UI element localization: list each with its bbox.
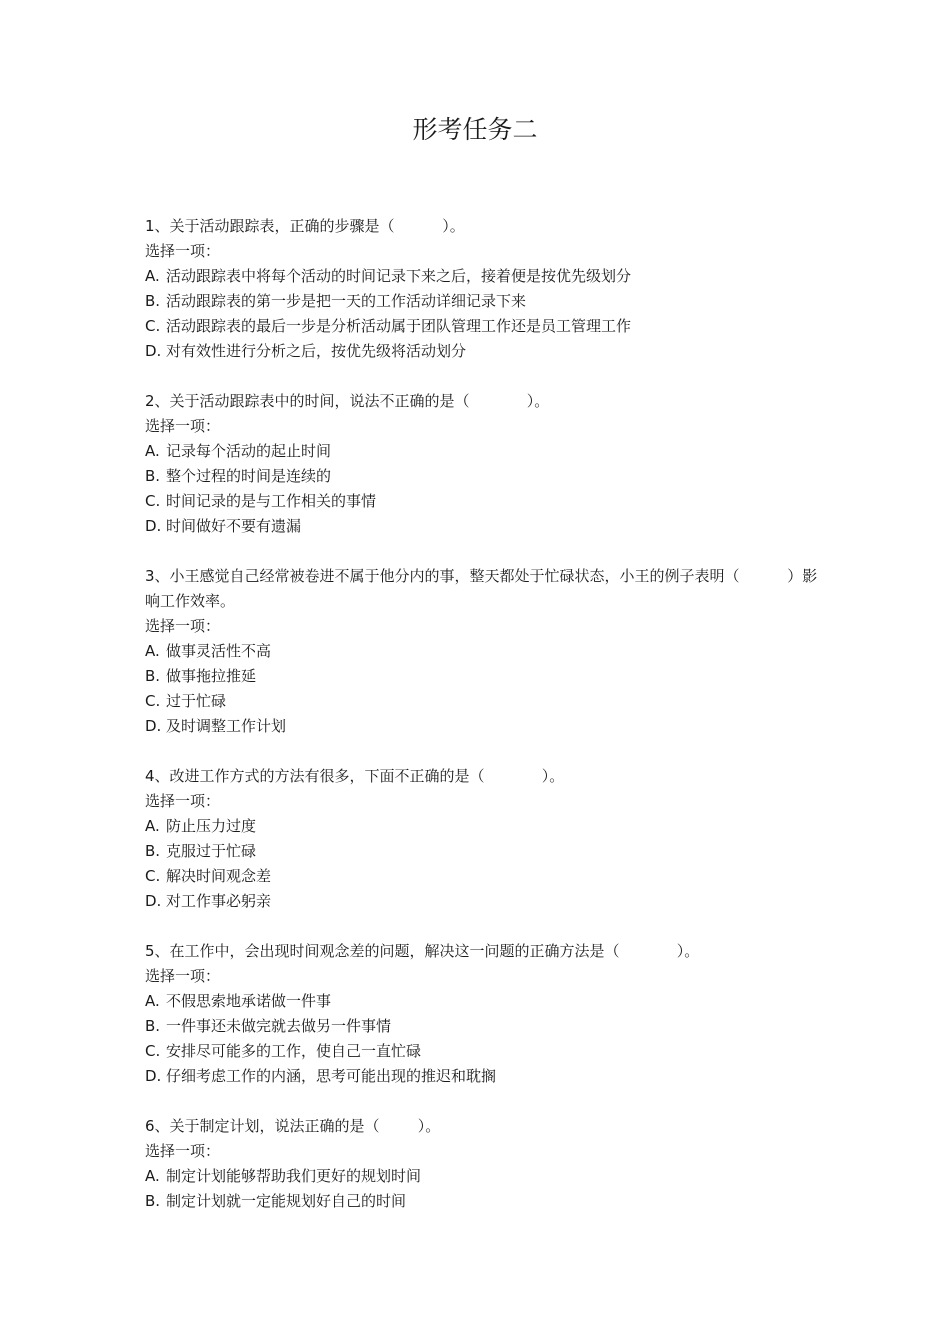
option-letter: D. [145, 717, 162, 735]
option-letter: A. [145, 642, 160, 660]
option-a [145, 989, 825, 1014]
option-text: 制定计划能够帮助我们更好的规划时间 [166, 1167, 422, 1185]
option-text: 做事灵活性不高 [166, 642, 272, 660]
option-text: 及时调整工作计划 [166, 717, 287, 735]
option-letter: B. [145, 1192, 161, 1210]
option-letter: D. [145, 892, 162, 910]
option-b [145, 1189, 825, 1214]
option-letter: A. [145, 442, 160, 460]
option-a [145, 814, 825, 839]
option-letter: A. [145, 992, 160, 1010]
page-title: 形考任务二 [412, 115, 538, 144]
option-letter: B. [145, 467, 161, 485]
option-text: 防止压力过度 [166, 817, 257, 835]
option-letter: C. [145, 1042, 161, 1060]
option-c [145, 314, 825, 339]
option-letter: C. [145, 692, 161, 710]
option-text: 克服过于忙碌 [166, 842, 257, 860]
option-d [145, 339, 825, 364]
question-stem: 1、关于活动跟踪表，正确的步骤是（ ）。 [145, 217, 465, 235]
option-text: 活动跟踪表的第一步是把一天的工作活动详细记录下来 [166, 292, 527, 310]
option-text: 记录每个活动的起止时间 [166, 442, 332, 460]
option-c [145, 489, 825, 514]
option-letter: C. [145, 492, 161, 510]
option-letter: D. [145, 517, 162, 535]
option-c [145, 1039, 825, 1064]
option-text: 一件事还未做完就去做另一件事情 [166, 1017, 392, 1035]
option-c [145, 864, 825, 889]
question-1 [145, 214, 825, 364]
option-text: 仔细考虑工作的内涵，思考可能出现的推迟和耽搁 [166, 1067, 497, 1085]
option-d [145, 1064, 825, 1089]
option-letter: A. [145, 817, 160, 835]
option-b [145, 289, 825, 314]
option-letter: A. [145, 1167, 160, 1185]
option-text: 制定计划就一定能规划好自己的时间 [166, 1192, 407, 1210]
question-5 [145, 939, 825, 1089]
option-c [145, 689, 825, 714]
option-letter: D. [145, 342, 162, 360]
option-text: 活动跟踪表中将每个活动的时间记录下来之后，接着便是按优先级划分 [166, 267, 632, 285]
option-text: 时间做好不要有遗漏 [166, 517, 302, 535]
option-text: 对工作事必躬亲 [166, 892, 272, 910]
question-stem: 5、在工作中，会出现时间观念差的问题，解决这一问题的正确方法是（ ）。 [145, 942, 700, 960]
option-text: 整个过程的时间是连续的 [166, 467, 332, 485]
question-stem: 6、关于制定计划，说法正确的是（ ）。 [145, 1117, 441, 1135]
option-d [145, 714, 825, 739]
option-text: 做事拖拉推延 [166, 667, 257, 685]
question-stem: 3、小王感觉自己经常被卷进不属于他分内的事，整天都处于忙碌状态，小王的例子表明（ ）影响工作效率。 [145, 567, 818, 610]
option-text: 不假思索地承诺做一件事 [166, 992, 332, 1010]
option-text: 对有效性进行分析之后，按优先级将活动划分 [166, 342, 467, 360]
option-letter: B. [145, 1017, 161, 1035]
question-6 [145, 1114, 825, 1214]
question-list [145, 214, 825, 1239]
question-4 [145, 764, 825, 914]
option-b [145, 1014, 825, 1039]
option-b [145, 839, 825, 864]
question-prompt: 选择一项： [145, 792, 221, 810]
option-d [145, 514, 825, 539]
question-prompt: 选择一项： [145, 617, 221, 635]
option-a [145, 264, 825, 289]
option-text: 解决时间观念差 [166, 867, 272, 885]
question-stem: 2、关于活动跟踪表中的时间，说法不正确的是（ ）。 [145, 392, 550, 410]
option-b [145, 464, 825, 489]
option-text: 时间记录的是与工作相关的事情 [166, 492, 377, 510]
option-a [145, 439, 825, 464]
option-letter: C. [145, 867, 161, 885]
option-text: 过于忙碌 [166, 692, 227, 710]
question-prompt: 选择一项： [145, 242, 221, 260]
option-text: 安排尽可能多的工作，使自己一直忙碌 [166, 1042, 422, 1060]
option-letter: D. [145, 1067, 162, 1085]
question-prompt: 选择一项： [145, 967, 221, 985]
question-prompt: 选择一项： [145, 417, 221, 435]
option-b [145, 664, 825, 689]
question-2 [145, 389, 825, 539]
option-letter: C. [145, 317, 161, 335]
question-3 [145, 564, 825, 739]
option-a [145, 639, 825, 664]
question-prompt: 选择一项： [145, 1142, 221, 1160]
question-stem: 4、改进工作方式的方法有很多，下面不正确的是（ ）。 [145, 767, 565, 785]
option-letter: A. [145, 267, 160, 285]
option-letter: B. [145, 292, 161, 310]
option-text: 活动跟踪表的最后一步是分析活动属于团队管理工作还是员工管理工作 [166, 317, 632, 335]
option-letter: B. [145, 667, 161, 685]
option-d [145, 889, 825, 914]
option-letter: B. [145, 842, 161, 860]
option-a [145, 1164, 825, 1189]
